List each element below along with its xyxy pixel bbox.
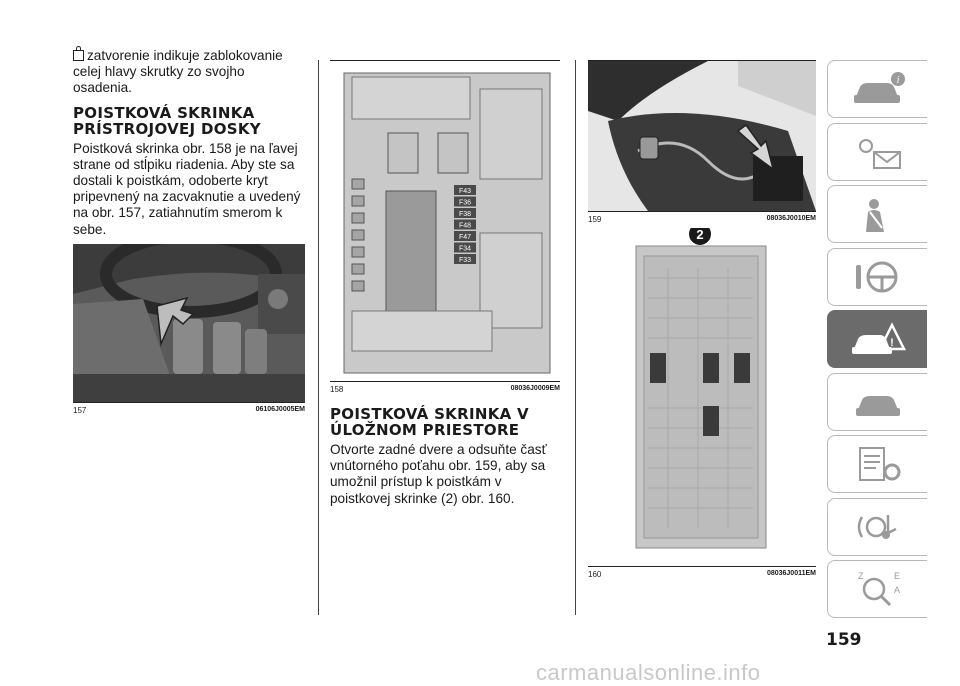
section-heading-cargo-fuse-box: POISTKOVÁ SKRINKA V ÚLOŽNOM PRIESTORE [330,405,529,439]
figure-157-caption [73,406,305,415]
figure-158-illustration [330,61,560,381]
fuse-f36-label: F36 [458,199,472,207]
svg-text:Z: Z [857,571,863,581]
figure-158-number: 158 [330,385,344,394]
safety-icon [848,194,908,234]
multimedia-icon [848,507,908,547]
lock-icon [73,50,84,61]
fuse-slot [352,179,364,189]
fuse-slot [352,264,364,274]
figure-160-illustration [588,228,816,566]
figure-159-caption [588,215,816,224]
fuse-f47-label: F47 [458,234,472,241]
figure-157-code: 06106J0005EM [255,405,305,413]
fuse-slot [352,281,364,291]
car-info-icon [848,69,908,109]
fuse-slot [352,247,364,257]
figure-159 [588,60,816,212]
tab-safety[interactable] [827,185,927,243]
middle-column [330,60,560,507]
figure-159-illustration [588,61,816,211]
dashboard-fuse-paragraph: Poistková skrinka obr. 158 je na ľavej strane od stĺpiku riadenia. Aby ste sa dostali k poistkám, odoberte kryt pripevnený na zacvaknutie a uvedený na obr. 157, zatiahnutím smerom k sebe. [73,140,301,237]
figure-158-caption [330,385,560,394]
left-column [73,48,305,415]
svg-text:E: E [893,571,900,581]
cargo-fuse-paragraph: Otvorte zadné dvere a odsuňte časť vnútorného poťahu obr. 159, aby sa umožnil prístup k poistkám v poistkovej skrinke (2) obr. 160. [330,442,547,506]
page-number: 159 [826,630,862,650]
svg-text:A: A [893,585,900,595]
column-divider-2 [575,60,576,615]
figure-159-code: 08036J0010EM [766,215,816,222]
fuse-f33-label: F33 [458,257,472,264]
figure-157-illustration [73,244,305,402]
figure-159-number: 159 [588,215,602,224]
section-heading-dashboard-fuse-box: POISTKOVÁ SKRINKA PRÍSTROJOVEJ DOSKY [73,103,261,138]
figure-160-caption [588,570,816,579]
tab-driving[interactable] [827,248,927,306]
watermark: carmanualsonline.info [536,660,761,685]
figure-157 [73,244,305,403]
tab-maintenance[interactable] [827,373,927,431]
svg-text:i: i [896,75,899,86]
fuse-f48-label: F48 [458,222,472,230]
maintenance-car-icon [848,382,908,422]
svg-text:!: ! [889,337,894,349]
fuse-slot [352,230,364,240]
figure-160-number: 160 [588,570,602,579]
callout-number: 2 [696,228,704,242]
right-column [588,60,816,579]
warning-lights-icon [848,132,908,172]
intro-text: zatvorenie indikuje zablokovanie celej hlavy skrutky zo svojho osadenia. [73,48,283,96]
figure-158 [330,60,560,382]
tab-emergency[interactable] [827,310,927,368]
fuse-f38-label: F38 [458,211,472,218]
column-divider-1 [318,60,319,615]
figure-160-code: 08036J0011EM [766,570,816,577]
fuse-f34-label: F34 [458,245,472,253]
steering-wheel-icon [848,257,908,297]
fuse-slot [352,196,364,206]
figure-160 [588,228,816,567]
index-icon [848,569,908,609]
fuse-labels [454,185,476,264]
tab-index[interactable] [827,560,927,618]
fuse-slot [352,213,364,223]
figure-157-number: 157 [73,405,87,415]
fuse-column-left [352,179,364,291]
chapter-tabs [827,60,927,623]
tab-multimedia[interactable] [827,498,927,556]
technical-data-icon [848,444,908,484]
figure-158-code: 08036J0009EM [510,385,560,392]
fuse-f43-label: F43 [458,188,472,195]
tab-car-info[interactable] [827,60,927,118]
tab-technical-data[interactable] [827,435,927,493]
tab-warning-lights[interactable] [827,123,927,181]
emergency-icon [848,319,908,359]
